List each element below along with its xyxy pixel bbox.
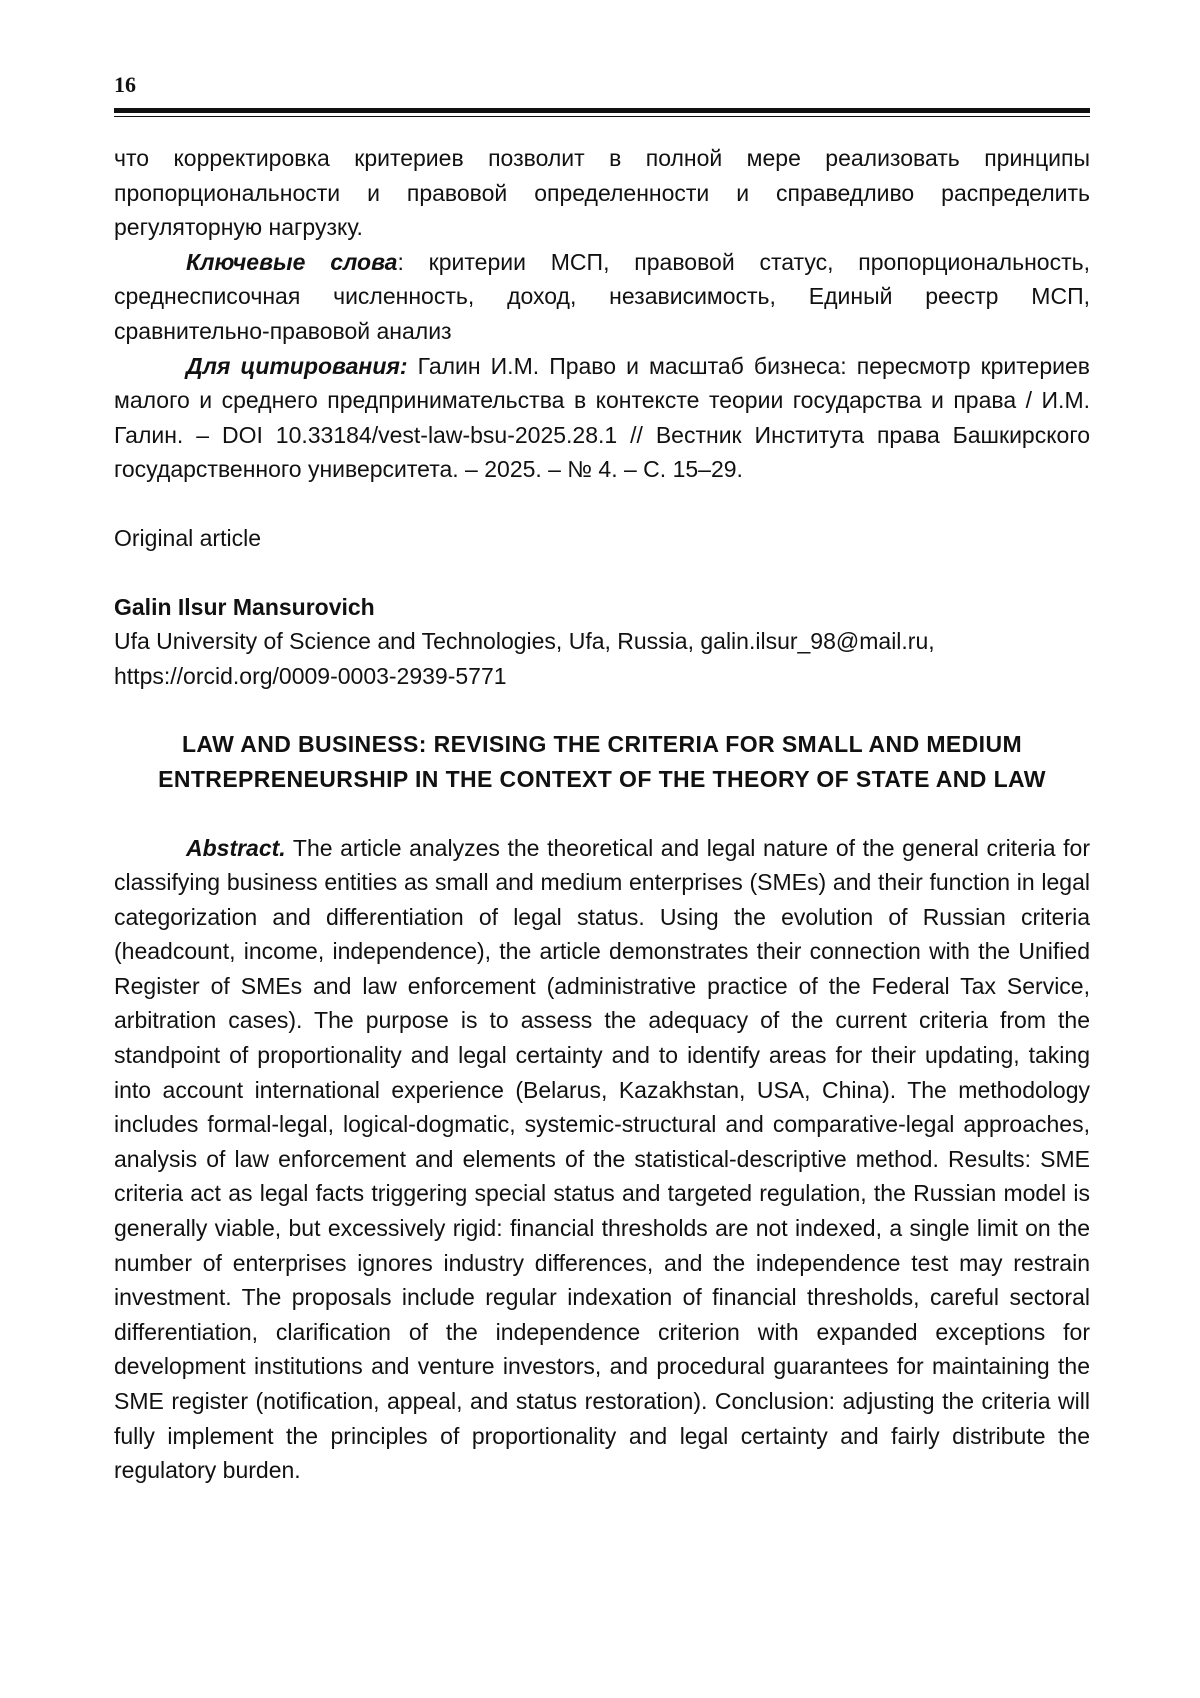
ru-keywords (114, 245, 1090, 349)
author-name: Galin Ilsur Mansurovich (114, 593, 375, 620)
header-divider (114, 108, 1090, 117)
page-number: 16 (114, 72, 136, 97)
article-title: LAW AND BUSINESS: REVISING THE CRITERIA FOR SMALL AND MEDIUM ENTREPRENEURSHIP IN THE CONTEXT OF THE THEORY OF STATE AND LAW (158, 731, 1046, 792)
en-abstract-label: Abstract. (186, 834, 286, 861)
article-type: Original article (114, 524, 261, 551)
ru-citation-label: Для цитирования: (186, 352, 408, 379)
page-content (114, 141, 1090, 1488)
ru-citation (114, 349, 1090, 487)
author-affiliation: Ufa University of Science and Technologies, Ufa, Russia, galin.ilsur_98@mail.ru, https://orcid.org/0009-0003-2939-5771 (114, 628, 935, 689)
ru-keywords-text: : критерии МСП, правовой статус, пропорциональность, среднесписочная численность, доход, независимость, Единый реестр МСП, сравнительно-правовой анализ (114, 248, 1090, 344)
ru-keywords-label: Ключевые слова (186, 248, 398, 275)
ru-abstract-ending: что корректировка критериев позволит в полной мере реализовать принципы пропорциональности и правовой определенности и справедливо распределить регуляторную нагрузку. (114, 145, 1090, 241)
ru-citation-text: Галин И.М. Право и масштаб бизнеса: пересмотр критериев малого и среднего предпринимательства в контексте теории государства и права / И.М. Галин. – DOI 10.33184/vest-law-bsu-2025.28.1 // Вестник Института права Башкирского государственного университета. – 2025. – № 4. – С. 15–29. (114, 352, 1090, 483)
en-abstract (114, 831, 1090, 1488)
en-abstract-text: The article analyzes the theoretical and legal nature of the general criteria for classifying business entities as small and medium enterprises (SMEs) and their function in legal categorization and differentiation of legal status. Using the evolution of Russian criteria (headcount, income, independence), the article demonstrates their connection with the Unified Register of SMEs and law enforcement (administrative practice of the Federal Tax Service, arbitration cases). The purpose is to assess the adequacy of the current criteria from the standpoint of proportionality and legal certainty and to identify areas for their updating, taking into account international experience (Belarus, Kazakhstan, USA, China). The methodology includes formal-legal, logical-dogmatic, systemic-structural and comparative-legal approaches, analysis of law enforcement and elements of the statistical-descriptive method. Results: SME criteria act as legal facts triggering special status and targeted regulation, the Russian model is generally viable, but excessively rigid: financial thresholds are not indexed, a single limit on the number of enterprises ignores industry differences, and the independence test may restrain investment. The proposals include regular indexation of financial thresholds, careful sectoral differentiation, clarification of the independence criterion with expanded exceptions for development institutions and venture investors, and procedural guarantees for maintaining the SME register (notification, appeal, and status restoration). Conclusion: adjusting the criteria will fully implement the principles of proportionality and legal certainty and fairly distribute the regulatory burden. (114, 834, 1090, 1484)
